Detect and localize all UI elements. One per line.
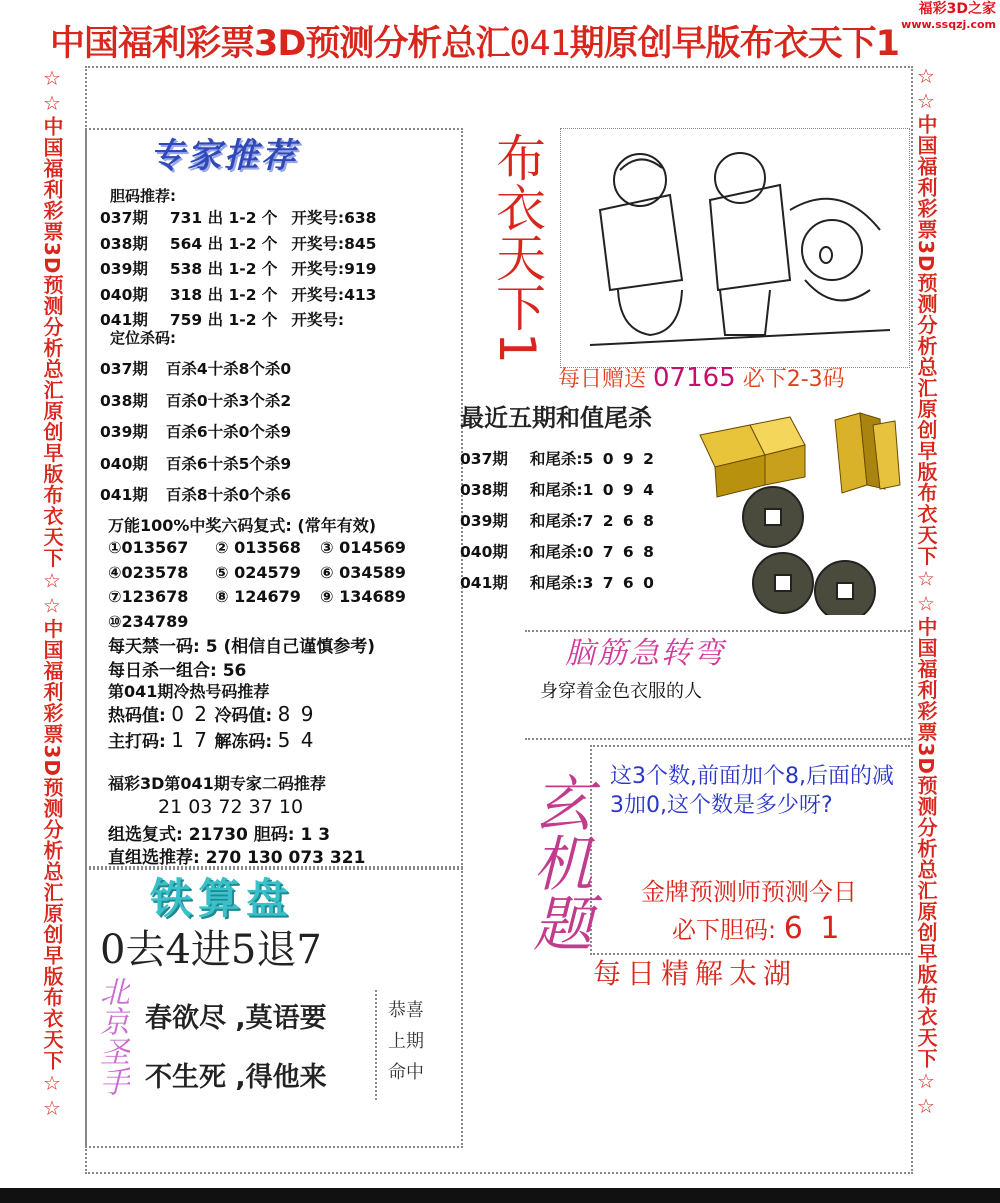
hot-line: 热码值: 0 2 冷码值: 8 9 — [108, 702, 316, 726]
congrats: 恭喜上期命中 — [388, 1000, 424, 1083]
dan-row: 040期 318 出 1-2 个 开奖号:413 — [100, 285, 377, 304]
bj-vertical: 北京圣手 — [94, 976, 129, 1096]
bottom-bar — [0, 1188, 1000, 1203]
six-code: ⑨ 134689 — [320, 587, 406, 606]
sum-title: 最近五期和值尾杀 — [460, 404, 652, 432]
six-code: ② 013568 — [215, 538, 301, 557]
must-line: 必下胆码: 6 1 — [672, 911, 844, 946]
riddle-text: 这3个数,前面加个8,后面的减3加0,这个数是多少呀? — [610, 764, 894, 818]
group-line: 组选复式: 21730 胆码: 1 3 — [108, 825, 331, 845]
dan-row: 037期 731 出 1-2 个 开奖号:638 — [100, 209, 377, 227]
dan-row: 039期 538 出 1-2 个 开奖号:919 — [100, 260, 377, 278]
daily-gift: 每日赠送 07165 必下2-3码 — [558, 363, 845, 393]
six-code: ⑥ 034589 — [320, 562, 406, 582]
dan-title: 胆码推荐: — [110, 187, 176, 205]
poem-line-2: 不生死 ,得他来 — [145, 1062, 327, 1093]
direct-line: 直组选推荐: 270 130 073 321 — [108, 848, 366, 868]
two-title: 福彩3D第041期专家二码推荐 — [108, 774, 326, 793]
six-code: ④023578 — [108, 562, 189, 582]
kill-combo: 每日杀一组合: 56 — [108, 661, 247, 681]
ban-line: 每天禁一码: 5 (相信自己谨慎参考) — [108, 637, 376, 657]
left-side-banner: ☆☆中国福利彩票3D预测分析总汇原创早版布衣天下☆☆中国福利彩票3D预测分析总汇原创早版布衣天下☆☆ — [40, 66, 64, 1122]
cartoon-illustration — [590, 140, 890, 350]
gold-line: 金牌预测师预测今日 — [641, 878, 857, 906]
mystery-title: 玄机题 — [523, 772, 593, 952]
hotcold-title: 第041期冷热号码推荐 — [108, 682, 270, 701]
sum-row: 037期 和尾杀:5 0 9 2 — [460, 450, 656, 468]
six-code: ①013567 — [108, 538, 189, 557]
sum-row: 039期 和尾杀:7 2 6 8 — [460, 512, 656, 530]
kill-row: 040期 百杀6十杀5个杀9 — [100, 454, 292, 473]
two-codes: 21 03 72 37 10 — [158, 796, 304, 818]
six-code: ⑩234789 — [108, 611, 189, 631]
six-title: 万能100%中奖六码复式: (常年有效) — [108, 516, 377, 535]
expert-title: 专家推荐 — [150, 136, 298, 176]
six-code: ⑤ 024579 — [215, 562, 301, 582]
kill-row: 041期 百杀8十杀0个杀6 — [100, 486, 292, 504]
abacus-title: 铁算盘 — [150, 874, 295, 923]
page-title: 中国福利彩票3D预测分析总汇041期原创早版布衣天下1 — [50, 24, 899, 64]
six-code: ⑦123678 — [108, 587, 189, 606]
kill-row: 037期 百杀4十杀8个杀0 — [100, 360, 292, 378]
six-code: ⑧ 124679 — [215, 587, 301, 606]
daily-solve: 每日精解太湖 — [593, 957, 798, 990]
right-side-banner: ☆☆中国福利彩票3D预测分析总汇原创早版布衣天下☆☆中国福利彩票3D预测分析总汇原创早版布衣天下☆☆ — [914, 64, 938, 1120]
sum-row: 040期 和尾杀:0 7 6 8 — [460, 543, 656, 561]
six-code: ③ 014569 — [320, 538, 406, 557]
abacus-line: 0去4进5退7 — [100, 927, 322, 973]
brain-question: 身穿着金色衣服的人 — [540, 681, 702, 702]
logo-name: 福彩3D之家 — [918, 1, 996, 17]
logo-url: www.ssqzj.com — [901, 18, 996, 31]
sum-row: 041期 和尾杀:3 7 6 0 — [460, 574, 656, 592]
kill-row: 039期 百杀6十杀0个杀9 — [100, 423, 292, 441]
sum-row: 038期 和尾杀:1 0 9 4 — [460, 481, 656, 499]
dan-row: 041期 759 出 1-2 个 开奖号: — [100, 311, 345, 329]
site-logo[interactable] — [901, 2, 996, 32]
poem-line-1: 春欲尽 ,莫语要 — [145, 1003, 327, 1034]
brain-title: 脑筋急转弯 — [565, 636, 725, 671]
dan-row: 038期 564 出 1-2 个 开奖号:845 — [100, 234, 377, 253]
kill-row: 038期 百杀0十杀3个杀2 — [100, 391, 292, 410]
kill-title: 定位杀码: — [110, 329, 176, 347]
brand-vertical: 布衣天下1 — [488, 132, 546, 364]
gold-coins-illustration — [695, 405, 905, 615]
main-line: 主打码: 1 7 解冻码: 5 4 — [108, 728, 316, 752]
